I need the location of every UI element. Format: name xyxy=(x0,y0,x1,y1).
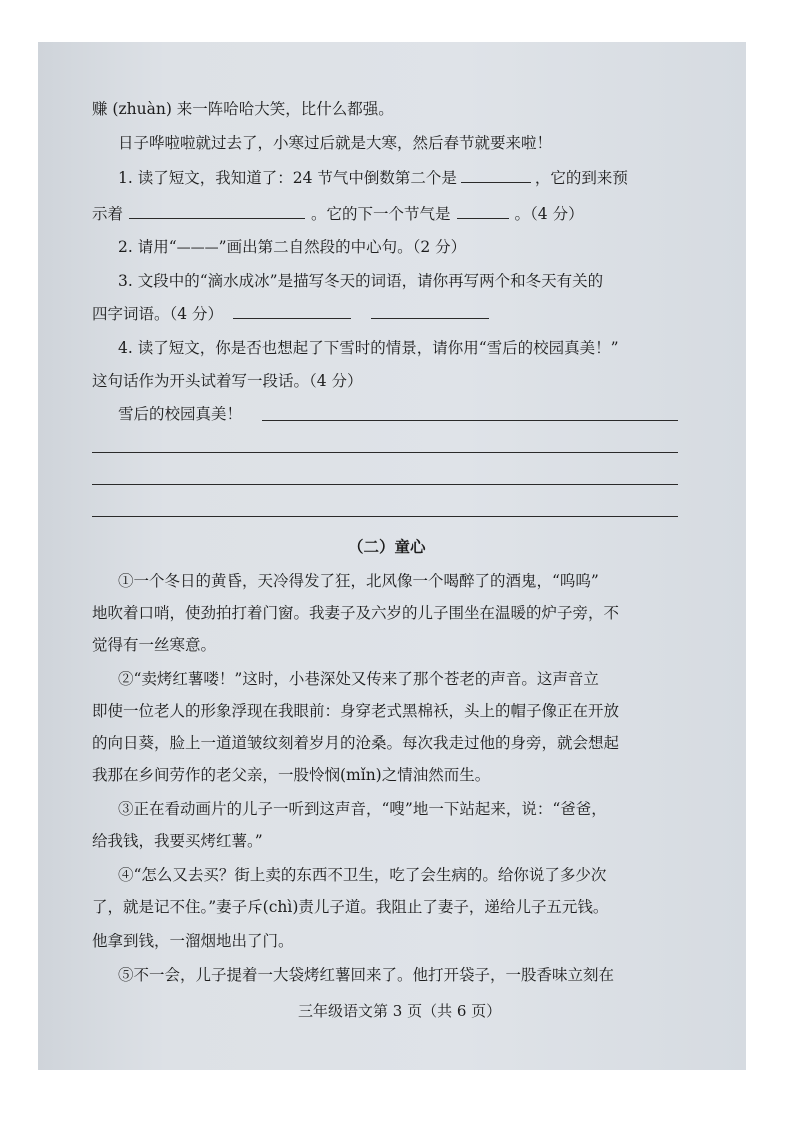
question-4-cont: 这句话作为开头试着写一段话。（4 分） xyxy=(92,372,363,390)
question-text: 2. 请用“ xyxy=(118,238,177,256)
paragraph-line: 给我钱，我要买烤红薯。” xyxy=(92,832,263,850)
question-1-cont xyxy=(92,202,584,225)
paragraph-line: 觉得有一丝寒意。 xyxy=(92,636,217,654)
question-4: 4. 读了短文，你是否也想起了下雪时的情景，请你用“雪后的校园真美！” xyxy=(118,339,619,357)
question-text: ”画出第二自然段的中心句。（2 分） xyxy=(218,238,467,256)
answer-blank[interactable] xyxy=(457,202,509,219)
paragraph-line: ③正在看动画片的儿子一听到这声音，“嗖”地一下站起来，说：“爸爸， xyxy=(118,800,607,818)
answer-blank[interactable] xyxy=(129,202,305,219)
paragraph-line: ①一个冬日的黄昏，天冷得发了狂，北风像一个喝醉了的酒鬼，“呜呜” xyxy=(118,572,599,590)
paragraph-line: ⑤不一会，儿子提着一大袋烤红薯回来了。他打开袋子，一股香味立刻在 xyxy=(118,966,615,984)
underline-mark: ——— xyxy=(176,240,219,256)
answer-blank[interactable] xyxy=(233,302,351,319)
paragraph-line: 他拿到钱，一溜烟地出了门。 xyxy=(92,932,294,950)
question-text: 。（4 分） xyxy=(514,205,584,223)
answer-blank[interactable] xyxy=(461,166,531,183)
paragraph-line: 地吹着口哨，使劲拍打着门窗。我妻子及六岁的儿子围坐在温暖的炉子旁，不 xyxy=(92,604,620,622)
text-line: 日子哗啦啦就过去了，小寒过后就是大寒，然后春节就要来啦！ xyxy=(118,134,553,152)
question-3: 3. 文段中的“滴水成冰”是描写冬天的词语，请你再写两个和冬天有关的 xyxy=(118,272,604,290)
question-text: 1. 读了短文，我知道了：24 节气中倒数第二个是 xyxy=(118,169,457,187)
section-title: （二）童心 xyxy=(348,537,426,556)
paragraph-line: 即使一位老人的形象浮现在我眼前：身穿老式黑棉袄，头上的帽子像正在开放 xyxy=(92,702,620,720)
question-text: ，它的到来预 xyxy=(534,169,628,187)
paragraph-line: 的向日葵，脸上一道道皱纹刻着岁月的沧桑。每次我走过他的身旁，就会想起 xyxy=(92,734,620,752)
writing-line[interactable] xyxy=(92,516,678,517)
writing-line[interactable] xyxy=(92,484,678,485)
paragraph-line: ④“怎么又去买？街上卖的东西不卫生，吃了会生病的。给你说了多少次 xyxy=(118,866,607,884)
question-2 xyxy=(118,236,466,259)
writing-line[interactable] xyxy=(262,420,678,421)
answer-blank[interactable] xyxy=(371,302,489,319)
question-text: 四字词语。（4 分） xyxy=(92,305,224,323)
question-text: 示着 xyxy=(92,205,124,223)
paragraph-line: ②“卖烤红薯喽！”这时，小巷深处又传来了那个苍老的声音。这声音立 xyxy=(118,670,599,688)
paragraph-line: 我那在乡间劳作的老父亲，一股怜悯(mǐn)之情油然而生。 xyxy=(92,766,491,784)
question-text: 。它的下一个节气是 xyxy=(311,205,451,223)
text-line: 赚 (zhuàn) 来一阵哈哈大笑，比什么都强。 xyxy=(92,100,394,118)
question-1 xyxy=(118,166,628,189)
page-footer: 三年级语文第 3 页（共 6 页） xyxy=(298,1002,502,1020)
writing-line[interactable] xyxy=(92,452,678,453)
question-3-cont xyxy=(92,302,499,325)
paragraph-line: 了，就是记不住。”妻子斥(chì)责儿子道。我阻止了妻子，递给儿子五元钱。 xyxy=(92,898,609,916)
writing-prompt: 雪后的校园真美！ xyxy=(118,405,243,423)
